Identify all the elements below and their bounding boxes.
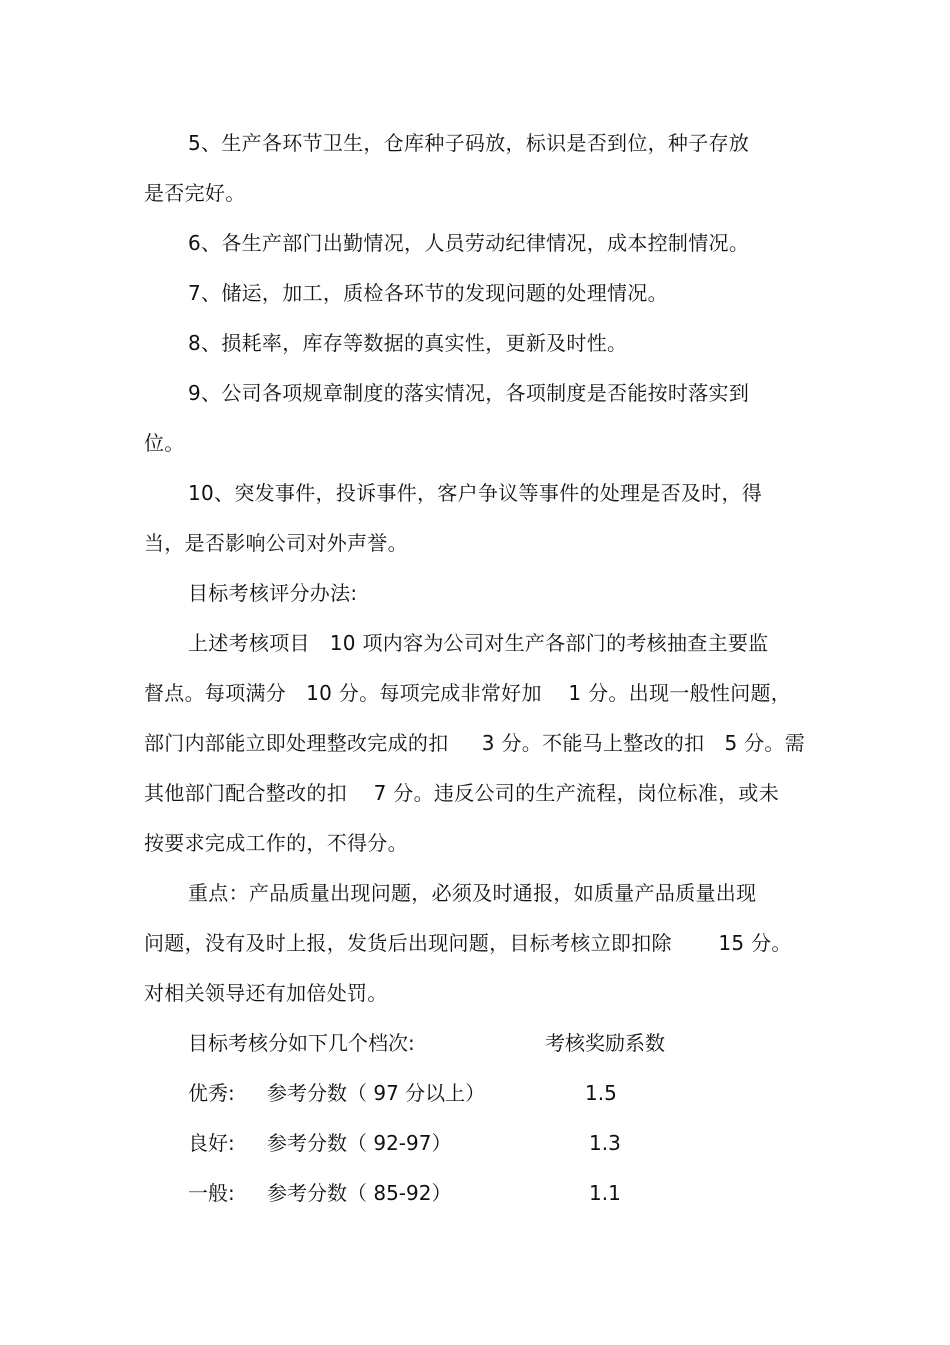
reward-coef: 1.3: [589, 1131, 621, 1155]
paragraph-line: 重点：产品质量出现问题，必须及时通报，如质量产品质量出现: [188, 881, 757, 905]
grade-label: 良好:: [188, 1131, 235, 1155]
grade-label: 一般:: [188, 1181, 235, 1205]
paragraph-line: 10、突发事件，投诉事件，客户争议等事件的处理是否及时，得: [188, 481, 763, 505]
reward-coef: 1.5: [585, 1081, 617, 1105]
section-heading: 目标考核评分办法:: [188, 581, 358, 605]
paragraph-line: 8、损耗率，库存等数据的真实性，更新及时性。: [188, 331, 628, 355]
score-range: 参考分数（ 97 分以上）: [267, 1081, 486, 1105]
paragraph-line: 9、公司各项规章制度的落实情况，各项制度是否能按时落实到: [188, 381, 750, 405]
paragraph-line: 部门内部能立即处理整改完成的扣 3 分。不能马上整改的扣 5 分。需: [144, 731, 806, 755]
paragraph-line: 5、生产各环节卫生，仓库种子码放，标识是否到位，种子存放: [188, 131, 750, 155]
paragraph-line: 6、各生产部门出勤情况，人员劳动纪律情况，成本控制情况。: [188, 231, 750, 255]
paragraph-line: 上述考核项目 10 项内容为公司对生产各部门的考核抽查主要监: [188, 631, 769, 655]
paragraph-line: 按要求完成工作的，不得分。: [144, 831, 408, 855]
paragraph-line: 是否完好。: [144, 181, 246, 205]
paragraph-line: 其他部门配合整改的扣 7 分。违反公司的生产流程，岗位标准，或未: [144, 781, 780, 805]
paragraph-line: 督点。每项满分 10 分。每项完成非常好加 1 分。出现一般性问题，: [144, 681, 792, 705]
paragraph-line: 对相关领导还有加倍处罚。: [144, 981, 388, 1005]
grade-label: 优秀:: [188, 1081, 235, 1105]
paragraph-line: 位。: [144, 431, 185, 455]
paragraph-line: 问题，没有及时上报，发货后出现问题，目标考核立即扣除 15 分。: [144, 931, 792, 955]
reward-coef: 1.1: [589, 1181, 621, 1205]
score-range: 参考分数（ 92-97）: [267, 1131, 452, 1155]
paragraph-line: 当，是否影响公司对外声誉。: [144, 531, 408, 555]
table-header-coef: 考核奖励系数: [545, 1031, 665, 1055]
paragraph-line: 7、储运，加工，质检各环节的发现问题的处理情况。: [188, 281, 668, 305]
table-header-label: 目标考核分如下几个档次:: [188, 1031, 415, 1055]
score-range: 参考分数（ 85-92）: [267, 1181, 452, 1205]
